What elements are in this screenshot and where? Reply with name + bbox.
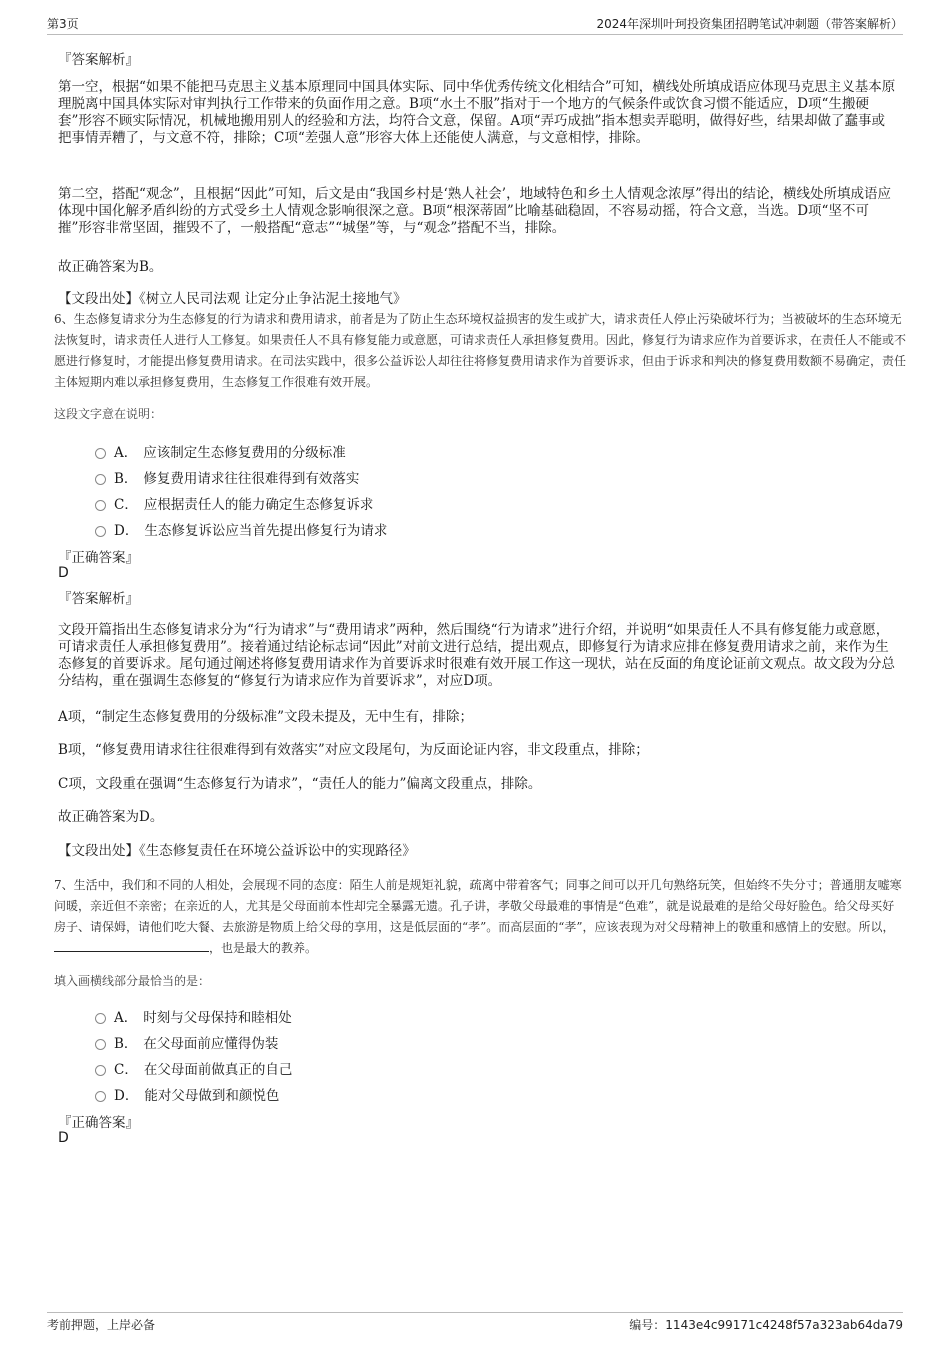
footer-slogan: 考前押题，上岸必备 [47,1318,156,1332]
q7-prompt: 填入画横线部分最恰当的是： [54,974,211,988]
radio-icon[interactable] [95,526,106,537]
q7-option-a[interactable]: A． 时刻与父母保持和睦相处 [95,1006,292,1026]
q6-option-a-text: 应该制定生态修复费用的分级标准 [143,445,346,461]
page-number: 第3页 [47,17,79,31]
q7-option-c-text: 在父母面前做真正的自己 [143,1062,293,1078]
q7-answer: D [58,1130,69,1146]
q6-option-c-text: 应根据责任人的能力确定生态修复诉求 [143,497,374,513]
q6-analysis-b: B项，“修复费用请求往往很难得到有效落实”对应文段尾句，为反面论证内容，非文段重点，排除； [58,742,649,758]
q7-option-b-text: 在父母面前应懂得伪装 [143,1036,279,1052]
page-footer [47,1312,903,1333]
q5-analysis-p2: 第二空，搭配“观念”，且根据“因此”可知，后文是由“我国乡村是‘熟人社会’，地域特色和乡土人情观念浓厚”得出的结论，横线处所填成语应体现中国化解矛盾纠纷的方式受乡土人情观念影响很深之意。B项“根深蒂固”比喻基础稳固，不容易动摇，符合文意，当选。D项“坚不可摧”形容非常坚固，摧毁不了，一般搭配“意志”“城堡”等，与“观念”搭配不当，排除。 [58,186,891,236]
q6-option-c[interactable]: C． 应根据责任人的能力确定生态修复诉求 [95,493,373,513]
radio-icon[interactable] [95,474,106,485]
q7-option-c[interactable]: C． 在父母面前做真正的自己 [95,1058,292,1078]
q5-analysis-label: 『答案解析』 [58,52,139,68]
q6-answer: D [58,565,69,581]
q6-analysis-a: A项，“制定生态修复费用的分级标准”文段未提及，无中生有，排除； [58,709,474,725]
q6-option-b-text: 修复费用请求往往很难得到有效落实 [143,471,360,487]
q6-source [58,843,898,860]
q6-analysis-c: C项，文段重在强调“生态修复行为请求”，“责任人的能力”偏离文段重点，排除。 [58,776,542,792]
document-code: 编号：1143e4c99171c4248f57a323ab64da79 [629,1318,903,1332]
q5-source [58,291,898,308]
q6-source-title: 《生态修复责任在环境公益诉讼中的实现路径》 [139,843,416,859]
q7-option-d[interactable]: D． 能对父母做到和颜悦色 [95,1084,279,1104]
q6-option-b[interactable]: B． 修复费用请求往往很难得到有效落实 [95,467,359,487]
q6-conclusion: 故正确答案为D。 [58,809,164,825]
radio-icon[interactable] [95,1091,106,1102]
radio-icon[interactable] [95,1039,106,1050]
q7-correct-label: 『正确答案』 [58,1115,139,1131]
page-header [47,14,903,35]
document-code-value: 1143e4c99171c4248f57a323ab64da79 [665,1318,903,1332]
q5-analysis-p1: 第一空，根据“如果不能把马克思主义基本原理同中国具体实际、同中华优秀传统文化相结合”可知，横线处所填成语应体现马克思主义基本原理脱离中国具体实际对审判执行工作带来的负面作用之意。B项“水土不服”指对于一个地方的气候条件或饮食习惯不能适应，D项“生搬硬套”形容不顾实际情况，机械地搬用别人的经验和方法，均符合文意，保留。A项“弄巧成拙”指本想卖弄聪明，做得好些，结果却做了蠢事或把事情弄糟了，与文意不符，排除；C项“差强人意”形容大体上还能使人满意，与文意相悖，排除。 [58,79,896,146]
q6-prompt: 这段文字意在说明： [54,407,163,421]
q6-option-d-text: 生态修复诉讼应当首先提出修复行为请求 [144,523,388,539]
radio-icon[interactable] [95,1065,106,1076]
document-title: 2024年深圳叶珂投资集团招聘笔试冲刺题（带答案解析） [596,17,903,31]
q7-option-b[interactable]: B． 在父母面前应懂得伪装 [95,1032,278,1052]
q6-correct-label: 『正确答案』 [58,550,139,566]
q7-stem [54,875,906,959]
q7-option-a-text: 时刻与父母保持和睦相处 [143,1010,292,1026]
q6-option-a[interactable]: A． 应该制定生态修复费用的分级标准 [95,441,346,461]
q6-analysis-label: 『答案解析』 [58,591,139,607]
q5-source-title: 《树立人民司法观 让定分止争沾泥土接地气》 [139,291,407,307]
q5-conclusion: 故正确答案为B。 [58,259,163,275]
radio-icon[interactable] [95,1013,106,1024]
radio-icon[interactable] [95,448,106,459]
q6-stem: 6、生态修复请求分为生态修复的行为请求和费用请求，前者是为了防止生态环境权益损害的发生或扩大，请求责任人停止污染破坏行为；当被破坏的生态环境无法恢复时，请求责任人进行人工修复。如果责任人不具有修复能力或意愿，可请求责任人承担修复费用。因此，修复行为请求应作为首要诉求，在责任人不能或不愿进行修复时，才能提出修复费用请求。在司法实践中，很多公益诉讼人却往往将修复费用请求作为首要诉求，但由于诉求和判决的修复费用数额不易确定，责任主体短期内难以承担修复费用，生态修复工作很难有效开展。 [54,312,907,389]
q6-option-d[interactable]: D． 生态修复诉讼应当首先提出修复行为请求 [95,519,387,539]
q7-option-d-text: 能对父母做到和颜悦色 [144,1088,280,1104]
radio-icon[interactable] [95,500,106,511]
q7-blank [54,939,209,952]
q7-stem-after: ，也是最大的教养。 [209,941,318,955]
source-prefix: 【文段出处】 [58,291,139,307]
q6-analysis-p1: 文段开篇指出生态修复请求分为“行为请求”与“费用请求”两种，然后围绕“行为请求”进行介绍，并说明“如果责任人不具有修复能力或意愿，可请求责任人承担修复费用”。接着通过结论标志词“因此”对前文进行总结，提出观点，即修复行为请求应排在修复费用请求之前，来作为生态修复的首要诉求。尾句通过阐述将修复费用请求作为首要诉求时很难有效开展工作这一现状，站在反面的角度论证前文观点。故文段为分总分结构，重在强调生态修复的“修复行为请求应作为首要诉求”，对应D项。 [58,622,895,689]
source-prefix: 【文段出处】 [58,843,139,859]
q7-stem-before: 7、生活中，我们和不同的人相处，会展现不同的态度：陌生人前是规矩礼貌，疏离中带着客气；同事之间可以开几句熟络玩笑，但始终不失分寸；普通朋友嘘寒问暖，亲近但不亲密；在亲近的人，尤其是父母面前本性却完全暴露无遗。孔子讲，孝敬父母最难的事情是“色难”，就是说最难的是给父母好脸色。给父母买好房子、请保姆，请他们吃大餐、去旅游是物质上给父母的享用，这是低层面的“孝”。而高层面的“孝”，应该表现为对父母精神上的敬重和感情上的安慰。所以， [54,878,902,934]
